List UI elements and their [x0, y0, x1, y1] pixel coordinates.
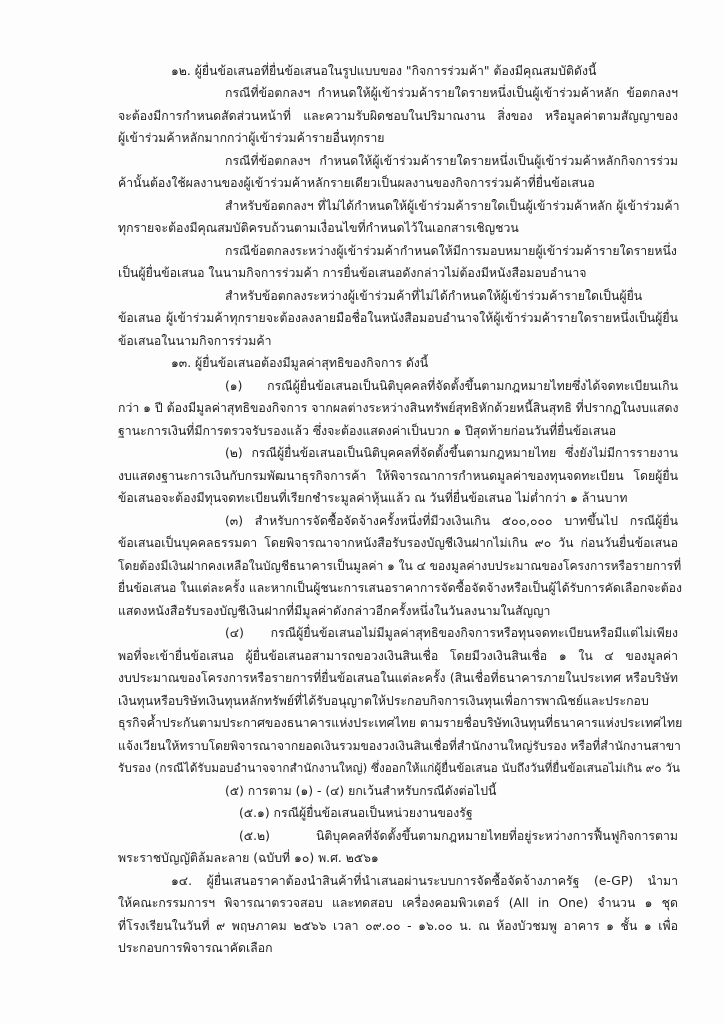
text-line: แจ้งเวียนให้ทราบโดยพิจารณาจากยอดเงินรวมของวงเงินสินเชื่อที่สำนักงานใหญ่รับรอง หรือที่สำนักงานสาขา: [118, 739, 681, 753]
text-line: ฐานะการเงินที่มีการตรวจรับรองแล้ว ซึ่งจะต้องแสดงค่าเป็นบวก ๑ ปีสุดท้ายก่อนวันที่ยื่นข้อเสนอ: [118, 424, 617, 438]
text-line: ข้อเสนอจะต้องมีทุนจดทะเบียนที่เรียกชำระมูลค่าหุ้นแล้ว ณ วันที่ยื่นข้อเสนอ ไม่ต่ำกว่า ๑ ล้านบาท: [118, 491, 628, 505]
text-line: รับรอง (กรณีได้รับมอบอำนาจจากสำนักงานใหญ่) ซึ่งออกให้แก่ผู้ยื่นข้อเสนอ นับถึงวันที่ยื่นข้อเสนอไม่เกิน ๙๐ วัน: [118, 761, 680, 775]
text-line: (๑) กรณีผู้ยื่นข้อเสนอเป็นนิติบุคคลที่จัดตั้งขึ้นตามกฎหมายไทยซึ่งได้จดทะเบียนเกิน: [225, 379, 678, 393]
text-line: (๓) สำหรับการจัดซื้อจัดจ้างครั้งหนึ่งที่มีวงเงินเกิน ๕๐๐,๐๐๐ บาทขึ้นไป กรณีผู้ยื่น: [225, 514, 678, 528]
text-line: ผู้เข้าร่วมค้าหลักมากกว่าผู้เข้าร่วมค้ารายอื่นทุกราย: [118, 131, 385, 145]
text-line: (๕.๑) กรณีผู้ยื่นข้อเสนอเป็นหน่วยงานของรัฐ: [239, 806, 473, 820]
text-line: ข้อเสนอในนามกิจการร่วมค้า: [118, 334, 272, 348]
text-line: จะต้องมีการกำหนดสัดส่วนหน้าที่ และความรับผิดชอบในปริมาณงาน สิ่งของ หรือมูลค่าตามสัญญาของ: [118, 109, 678, 123]
text-line: (๕) การตาม (๑) - (๔) ยกเว้นสำหรับกรณีดังต่อไปนี้: [225, 784, 497, 798]
text-line: พระราชบัญญัติล้มละลาย (ฉบับที่ ๑๐) พ.ศ. ๒๕๖๑: [118, 851, 379, 865]
clause-13-heading: ๑๓. ผู้ยื่นข้อเสนอต้องมีมูลค่าสุทธิของกิจการ ดังนี้: [171, 356, 429, 370]
text-line: (๔) กรณีผู้ยื่นข้อเสนอไม่มีมูลค่าสุทธิของกิจการหรือทุนจดทะเบียนหรือมีแต่ไม่เพียง: [225, 626, 678, 640]
text-line: ยื่นข้อเสนอ ในแต่ละครั้ง และหากเป็นผู้ชนะการเสนอราคาการจัดซื้อจัดจ้างหรือเป็นผู้ได้รับการคัดเลือกจะต้อง: [118, 581, 682, 595]
text-line: งบประมาณของโครงการหรือรายการที่ยื่นข้อเสนอในแต่ละครั้ง (สินเชื่อที่ธนาคารภายในประเทศ หรือบริษัท: [118, 671, 678, 685]
text-line: กรณีที่ข้อตกลงฯ กำหนดให้ผู้เข้าร่วมค้ารายใดรายหนึ่งเป็นผู้เข้าร่วมค้าหลักกิจการร่วม: [225, 154, 678, 168]
text-line: สำหรับข้อตกลงระหว่างผู้เข้าร่วมค้าที่ไม่ได้กำหนดให้ผู้เข้าร่วมค้ารายใดเป็นผู้ยื่น: [225, 289, 643, 303]
text-line: เป็นผู้ยื่นข้อเสนอ ในนามกิจการร่วมค้า การยื่นข้อเสนอดังกล่าวไม่ต้องมีหนังสือมอบอำนาจ: [118, 266, 587, 280]
text-line: โดยต้องมีเงินฝากคงเหลือในบัญชีธนาคารเป็นมูลค่า ๑ ใน ๔ ของมูลค่างบประมาณของโครงการหรือรายการที่: [118, 559, 682, 573]
text-line: กว่า ๑ ปี ต้องมีมูลค่าสุทธิของกิจการ จากผลต่างระหว่างสินทรัพย์สุทธิหักด้วยหนี้สินสุทธิ ที่ปรากฏในงบแสดง: [118, 401, 679, 415]
text-line: ธุรกิจค้ำประกันตามประกาศของธนาคารแห่งประเทศไทย ตามรายชื่อบริษัทเงินทุนที่ธนาคารแห่งประเทศไทย: [118, 716, 683, 730]
text-line: ประกอบการพิจารณาคัดเลือก: [118, 941, 273, 955]
text-line: สำหรับข้อตกลงฯ ที่ไม่ได้กำหนดให้ผู้เข้าร่วมค้ารายใดเป็นผู้เข้าร่วมค้าหลัก ผู้เข้าร่วมค้า: [225, 199, 680, 213]
clause-12-heading: ๑๒. ผู้ยื่นข้อเสนอที่ยื่นข้อเสนอในรูปแบบของ "กิจการร่วมค้า" ต้องมีคุณสมบัติดังนี้: [171, 64, 597, 78]
text-line: พอที่จะเข้ายื่นข้อเสนอ ผู้ยื่นข้อเสนอสามารถขอวงเงินสินเชื่อ โดยมีวงเงินสินเชื่อ ๑ ใน ๔ ของมูลค่า: [118, 649, 678, 663]
text-line: ทุกรายจะต้องมีคุณสมบัติครบถ้วนตามเงื่อนไขที่กำหนดไว้ในเอกสารเชิญชวน: [118, 221, 519, 235]
text-line: เงินทุนหรือบริษัทเงินทุนหลักทรัพย์ที่ได้รับอนุญาตให้ประกอบกิจการเงินทุนเพื่อการพาณิชย์และประกอบ: [118, 694, 649, 708]
text-line: ที่โรงเรียนในวันที่ ๙ พฤษภาคม ๒๕๖๖ เวลา ๐๙.๐๐ - ๑๖.๐๐ น. ณ ห้องบัวชมพู อาคาร ๑ ชั้น ๑ เพื่อ: [118, 919, 678, 933]
text-line: (๕.๒) นิติบุคคลที่จัดตั้งขึ้นตามกฎหมายไทยที่อยู่ระหว่างการฟื้นฟูกิจการตาม: [239, 829, 678, 843]
text-line: ให้คณะกรรมการฯ พิจารณาตรวจสอบ และทดสอบ เครื่องคอมพิวเตอร์ (All in One) จำนวน ๑ ชุด: [118, 896, 678, 910]
text-line: (๒) กรณีผู้ยื่นข้อเสนอเป็นนิติบุคคลที่จัดตั้งขึ้นตามกฎหมายไทย ซึ่งยังไม่มีการรายงาน: [225, 446, 678, 460]
clause-14-heading: ๑๔. ผู้ยื่นเสนอราคาต้องนำสินค้าที่นำเสนอผ่านระบบการจัดซื้อจัดจ้างภาครัฐ (e-GP) นำมา: [171, 874, 678, 888]
text-line: ค้านั้นต้องใช้ผลงานของผู้เข้าร่วมค้าหลักรายเดียวเป็นผลงานของกิจการร่วมค้าที่ยื่นข้อเสนอ: [118, 176, 595, 190]
text-line: กรณีที่ข้อตกลงฯ กำหนดให้ผู้เข้าร่วมค้ารายใดรายหนึ่งเป็นผู้เข้าร่วมค้าหลัก ข้อตกลงฯ: [225, 86, 678, 100]
text-line: งบแสดงฐานะการเงินกับกรมพัฒนาธุรกิจการค้า ให้พิจารณาการกำหนดมูลค่าของทุนจดทะเบียน โดยผู้ยื่น: [118, 469, 678, 483]
text-line: กรณีข้อตกลงระหว่างผู้เข้าร่วมค้ากำหนดให้มีการมอบหมายผู้เข้าร่วมค้ารายใดรายหนึ่ง: [225, 244, 677, 258]
text-line: ข้อเสนอ ผู้เข้าร่วมค้าทุกรายจะต้องลงลายมือชื่อในหนังสือมอบอำนาจให้ผู้เข้าร่วมค้ารายใดรายหนึ่งเป็นผู้ยื่น: [118, 311, 678, 325]
text-line: ข้อเสนอเป็นบุคคลธรรมดา โดยพิจารณาจากหนังสือรับรองบัญชีเงินฝากไม่เกิน ๙๐ วัน ก่อนวันยื่นข้อเสนอ: [118, 536, 678, 550]
text-line: แสดงหนังสือรับรองบัญชีเงินฝากที่มีมูลค่าดังกล่าวอีกครั้งหนึ่งในวันลงนามในสัญญา: [118, 604, 551, 618]
